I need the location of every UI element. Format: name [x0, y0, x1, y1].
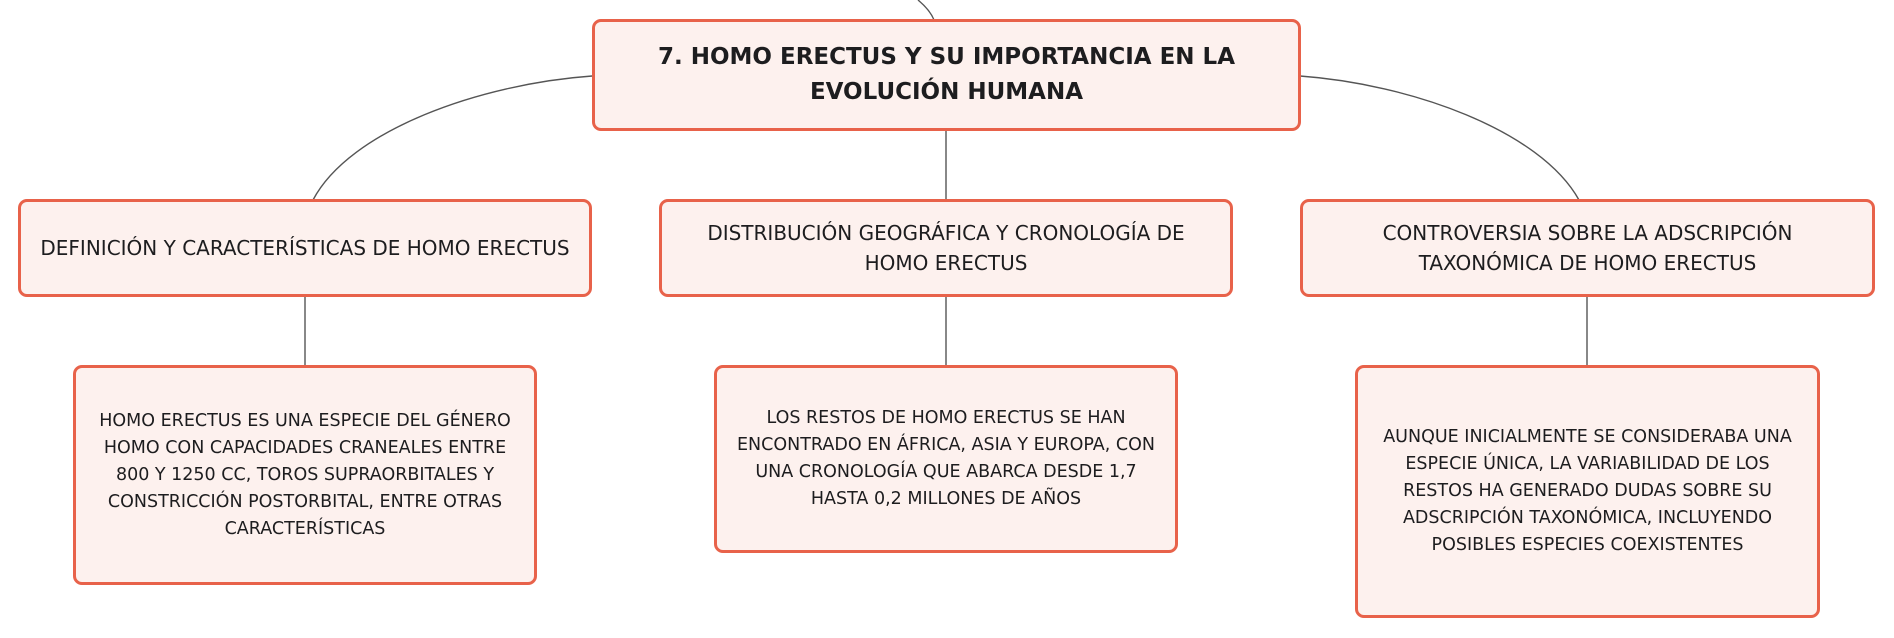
branch-topic-label: DISTRIBUCIÓN GEOGRÁFICA Y CRONOLOGÍA DE HOMO ERECTUS [707, 221, 1185, 275]
branch-topic-label: CONTROVERSIA SOBRE LA ADSCRIPCIÓN TAXONÓMICA DE HOMO ERECTUS [1382, 221, 1793, 275]
connector-parent-to-root [918, 0, 934, 20]
detail-topic-text: AUNQUE INICIALMENTE SE CONSIDERABA UNA ESPECIE ÚNICA, LA VARIABILIDAD DE LOS RESTOS HA GENERADO DUDAS SOBRE SU ADSCRIPCIÓN TAXONÓMICA, INCLUYENDO POSIBLES ESPECIES COEXISTENTES [1383, 427, 1792, 555]
root-topic[interactable] [592, 19, 1301, 131]
detail-topic-text: HOMO ERECTUS ES UNA ESPECIE DEL GÉNERO HOMO CON CAPACIDADES CRANEALES ENTRE 800 Y 1250 CC, TOROS SUPRAORBITALES Y CONSTRICCIÓN POSTORBITAL, ENTRE OTRAS CARACTERÍSTICAS [99, 410, 511, 539]
detail-topic-distribution[interactable] [714, 365, 1178, 553]
branch-topic-label: DEFINICIÓN Y CARACTERÍSTICAS DE HOMO ERECTUS [40, 236, 570, 260]
branch-topic-definition[interactable] [18, 199, 592, 297]
connector-root-to-branch-1 [313, 76, 592, 200]
branch-topic-controversy[interactable] [1300, 199, 1875, 297]
root-topic-label: 7. HOMO ERECTUS Y SU IMPORTANCIA EN LA EVOLUCIÓN HUMANA [657, 44, 1235, 105]
connector-root-to-branch-3 [1300, 76, 1579, 200]
detail-topic-controversy[interactable] [1355, 365, 1820, 618]
branch-topic-distribution[interactable] [659, 199, 1233, 297]
detail-topic-definition[interactable] [73, 365, 537, 585]
detail-topic-text: LOS RESTOS DE HOMO ERECTUS SE HAN ENCONTRADO EN ÁFRICA, ASIA Y EUROPA, CON UNA CRONOLOGÍA QUE ABARCA DESDE 1,7 HASTA 0,2 MILLONES DE AÑOS [737, 408, 1155, 509]
